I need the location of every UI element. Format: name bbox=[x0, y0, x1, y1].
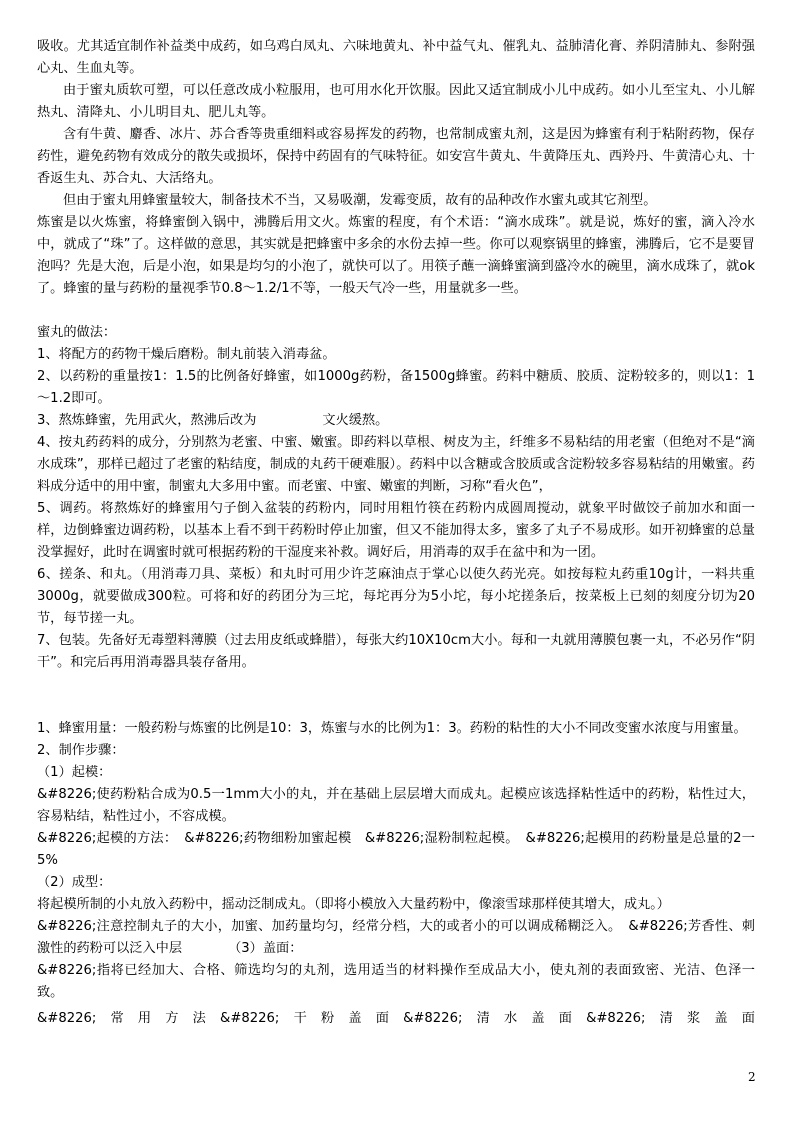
bullet-text-part: &#8226;注意控制丸子的大小，加蜜、加药量均匀，经常分档，大的或者小的可以调成稀糊泛入。 &#8226;芳香性、刺激性的药粉可以泛入中层 bbox=[37, 919, 755, 956]
spread-line bbox=[37, 1008, 755, 1030]
spread-char: 面 bbox=[558, 1011, 572, 1026]
list-item: 2、以药粉的重量按1：1.5的比例备好蜂蜜，如1000g药粉，备1500g蜂蜜。药料中糖质、胶质、淀粉较多的，则以1：1～1.2即可。 bbox=[37, 369, 755, 406]
spread-char: 方 bbox=[165, 1011, 179, 1026]
spread-char: 浆 bbox=[687, 1011, 701, 1026]
spread-char: &#8226; bbox=[403, 1011, 463, 1026]
spread-char: 盖 bbox=[348, 1011, 362, 1026]
bullet-text: &#8226;起模的方法： &#8226;药物细粉加蜜起模 &#8226;湿粉制粒起模。 &#8226;起模用的药粉量是总量的2一5% bbox=[37, 831, 755, 868]
paragraph: 炼蜜是以火炼蜜，将蜂蜜倒入锅中，沸腾后用文火。炼蜜的程度，有个术语：“滴水成珠”。就是说，炼好的蜜，滴入冷水中，就成了“珠”了。这样做的意思，其实就是把蜂蜜中多余的水份去掉一些。你可以观察锅里的蜂蜜，沸腾后，它不是要冒泡吗？先是大泡，后是小泡，如果是均匀的小泡了，就快可以了。用筷子蘸一滴蜂蜜滴到盛冷水的碗里，滴水成珠了，就ok了。蜂蜜的量与药粉的量视季节0.8～1.2/1不等，一般天气冷一些，用量就多一些。 bbox=[37, 215, 755, 296]
spread-char: 面 bbox=[741, 1011, 755, 1026]
bullet-text bbox=[37, 916, 755, 960]
spread-char: 干 bbox=[293, 1011, 307, 1026]
spread-char: 法 bbox=[192, 1011, 206, 1026]
spread-char: 水 bbox=[503, 1011, 518, 1026]
spread-char: 清 bbox=[659, 1011, 673, 1026]
list-item: 7、包装。先备好无毒塑料薄膜（过去用皮纸或蜂腊），每张大约10X10cm大小。每和一丸就用薄膜包裹一丸，不必另作“阴干”。和完后再用消毒器具装存备用。 bbox=[37, 633, 755, 670]
list-item: 1、将配方的药物干燥后磨粉。制丸前装入消毒盆。 bbox=[37, 347, 336, 362]
list-item: 1、蜂蜜用量：一般药粉与炼蜜的比例是10：3，炼蜜与水的比例为1：3。药粉的粘性的大小不同改变蜜水浓度与用蜜量。 bbox=[37, 721, 747, 736]
spread-char: &#8226; bbox=[220, 1011, 280, 1026]
spread-char: &#8226; bbox=[37, 1011, 97, 1026]
spread-char: 清 bbox=[476, 1011, 490, 1026]
sub-heading: （2）成型： bbox=[37, 875, 112, 890]
section-heading: 蜜丸的做法： bbox=[37, 325, 117, 340]
bullet-text: &#8226;指将已经加大、合格、筛选均匀的丸剂，选用适当的材料操作至成品大小，使丸剂的表面致密、光洁、色泽一致。 bbox=[37, 963, 755, 1000]
paragraph: 由于蜜丸质软可塑，可以任意改成小粒服用，也可用水化开饮服。因此又适宜制成小儿中成药。如小儿至宝丸、小儿解热丸、清降丸、小儿明目丸、肥儿丸等。 bbox=[37, 83, 755, 120]
list-item: 2、制作步骤： bbox=[37, 743, 125, 758]
paragraph: 但由于蜜丸用蜂蜜量较大，制备技术不当，又易吸潮，发霉变质，故有的品种改作水蜜丸或其它剂型。 bbox=[63, 193, 657, 208]
spread-char: 面 bbox=[375, 1011, 389, 1026]
paragraph: 含有牛黄、麝香、冰片、苏合香等贵重细料或容易挥发的药物，也常制成蜜丸剂，这是因为蜂蜜有利于粘附药物，保存药性，避免药物有效成分的散失或损坏，保持中药固有的气味特征。如安宫牛黄丸、牛黄降压丸、西羚丹、牛黄清心丸、十香返生丸、苏合丸、大活络丸。 bbox=[37, 127, 755, 186]
spread-char: 盖 bbox=[714, 1011, 728, 1026]
bullet-text: &#8226;使药粉粘合成为0.5一1mm大小的丸，并在基础上层层增大而成丸。起模应该选择粘性适中的药粉，粘性过大，容易粘结，粘性过小，不容成模。 bbox=[37, 787, 755, 824]
spread-char: &#8226; bbox=[586, 1011, 646, 1026]
paragraph: 将起模所制的小丸放入药粉中，摇动泛制成丸。（即将小模放入大量药粉中，像滚雪球那样使其增大，成丸。） bbox=[37, 897, 670, 912]
spread-char: 用 bbox=[137, 1011, 152, 1026]
list-item: 6、搓条、和丸。（用消毒刀具、菜板）和丸时可用少许芝麻油点于掌心以使久药光亮。如按每粒丸药重10g计，一料共重3000g，就要做成300粒。可将和好的药团分为三坨，每坨再分为5小坨，每小坨搓条后，按菜板上已刻的刻度分切为20节，每节搓一丸。 bbox=[37, 567, 755, 626]
spread-char: 盖 bbox=[531, 1011, 545, 1026]
spread-char: 粉 bbox=[320, 1011, 335, 1026]
list-item: 4、按丸药药料的成分，分别熬为老蜜、中蜜、嫩蜜。即药料以草根、树皮为主，纤维多不易粘结的用老蜜（但绝对不是“滴水成珠”，那样已超过了老蜜的粘结度，制成的丸药干硬难服）。药料中以含糖或含胶质或含淀粉较多容易粘结的用嫩蜜。药料成分适中的用中蜜，制蜜丸大多用中蜜。而老蜜、中蜜、嫩蜜的判断，习称“看火色”， bbox=[37, 435, 755, 494]
page-number: 2 bbox=[748, 1070, 756, 1084]
sub-heading: （3）盖面： bbox=[228, 941, 303, 956]
sub-heading: （1）起模： bbox=[37, 765, 112, 780]
paragraph: 吸收。尤其适宜制作补益类中成药，如乌鸡白凤丸、六味地黄丸、补中益气丸、催乳丸、益肺清化膏、养阴清肺丸、参附强心丸、生血丸等。 bbox=[37, 39, 755, 76]
list-item: 5、调药。将熬炼好的蜂蜜用勺子倒入盆装的药粉内，同时用粗竹筷在药粉内成圆周搅动，就象平时做饺子前加水和面一样，边倒蜂蜜边调药粉，以基本上看不到干药粉时停止加蜜，但又不能加得太多，蜜多了丸子不易成形。如开初蜂蜜的总量没掌握好，此时在调蜜时就可根据药粉的干湿度来补救。调好后，用消毒的双手在盆中和为一团。 bbox=[37, 501, 755, 560]
spread-char: 常 bbox=[110, 1011, 124, 1026]
document-body bbox=[37, 36, 755, 1030]
list-item: 3、熬炼蜂蜜，先用武火，熬沸后改为 文火缓熬。 bbox=[37, 413, 389, 428]
